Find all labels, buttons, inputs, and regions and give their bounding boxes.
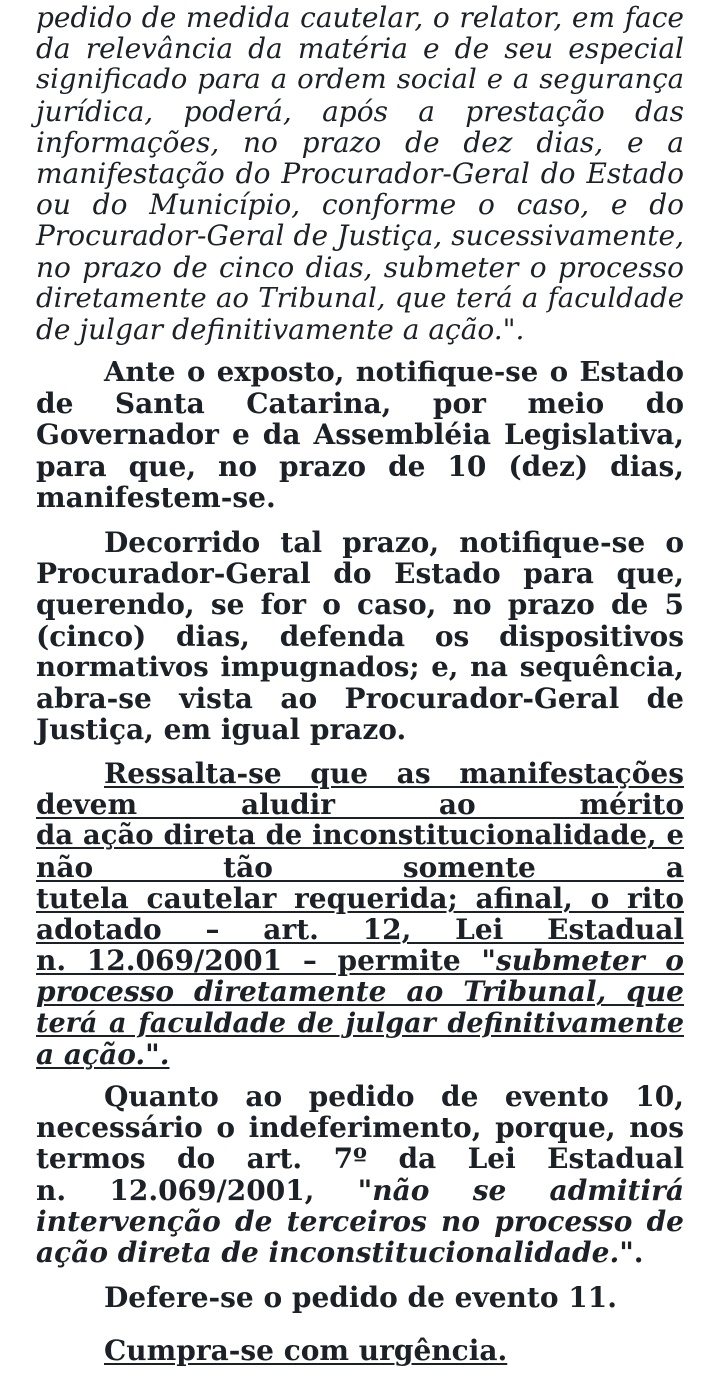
text-line [36, 945, 684, 976]
text-line: da ação direta de inconstitucionalidade, e [36, 819, 684, 852]
text-line: no prazo de cinco dias, submeter o processo [36, 250, 684, 284]
quoted-law-paragraph [36, 2, 684, 345]
text-line: Procurador-Geral de Justiça, sucessivamente, [36, 219, 684, 253]
text-line: processo diretamente ao Tribunal, que [36, 975, 684, 1009]
text-line: normativos impugnados; e, na sequência, [36, 650, 684, 683]
text-line: terá a faculdade de julgar definitivamente [36, 1007, 684, 1039]
text-span: n. 12.069/2001 – permite " [36, 944, 496, 978]
text-line: significado para a ordem social e a segurança [36, 63, 684, 96]
text-line: devem aludir ao mérito [36, 788, 684, 822]
text-line: termos do art. 7º da Lei Estadual [36, 1142, 684, 1176]
text-line: Ressalta-se que as manifestações [104, 757, 684, 790]
urgency-text: Cumpra-se com urgência. [104, 1334, 508, 1367]
text-line: querendo, se for o caso, no prazo de 5 [36, 588, 684, 622]
notify-procurator-paragraph [36, 527, 684, 745]
text-line: (cinco) dias, defenda os dispositivos [36, 619, 684, 653]
urgency-paragraph [36, 1335, 684, 1366]
text-line: de julgar definitivamente a ação.". [36, 312, 525, 346]
denial-paragraph [36, 1081, 684, 1268]
text-line: Ante o exposto, notifique-se o Estado [104, 356, 684, 388]
quote-span: ação direta de inconstitucionalidade. [36, 1235, 620, 1269]
text-line: para que, no prazo de 10 (dez) dias, [36, 449, 684, 483]
text-line: jurídica, poderá, após a prestação das [36, 94, 684, 128]
text-line: manifestação do Procurador-Geral do Estado [36, 156, 684, 190]
text-line: ou do Município, conforme o caso, e do [36, 188, 684, 222]
text-line: necessário o indeferimento, porque, nos [36, 1111, 684, 1145]
text-line: Procurador-Geral do Estado para que, [36, 557, 684, 591]
text-span: ". [619, 1235, 644, 1269]
text-line: manifestem-se. [36, 480, 276, 514]
text-line: Decorrido tal prazo, notifique-se o [104, 526, 684, 559]
text-line: informações, no prazo de dez dias, e a [36, 125, 684, 159]
text-line: intervenção de terceiros no processo de [36, 1204, 684, 1238]
underlined-merit-paragraph [36, 758, 684, 1070]
text-line: adotado – art. 12, Lei Estadual [36, 912, 684, 946]
text-line: da relevância da matéria e de seu especial [36, 32, 684, 66]
text-line: Defere-se o pedido de evento 11. [104, 1281, 617, 1314]
text-line: abra-se vista ao Procurador-Geral de [36, 681, 684, 715]
text-span: n. 12.069/2001, " [36, 1173, 373, 1207]
text-line: a ação.". [36, 1037, 170, 1071]
text-line: de Santa Catarina, por meio do [36, 387, 684, 421]
quote-span: não se admitirá [372, 1173, 684, 1207]
text-line: diretamente ao Tribunal, que terá a faculdade [36, 281, 684, 314]
text-line: tutela cautelar requerida; afinal, o rito [36, 881, 684, 915]
text-line: Governador e da Assembléia Legislativa, [36, 418, 684, 452]
grant-paragraph [36, 1282, 684, 1313]
text-line: Justiça, em igual prazo. [36, 713, 407, 747]
text-line: não tão somente a [36, 850, 684, 884]
text-line: Quanto ao pedido de evento 10, [104, 1080, 684, 1113]
quote-span: submeter o [495, 944, 684, 978]
text-line [36, 1237, 684, 1268]
text-line [36, 1175, 684, 1206]
text-line: pedido de medida cautelar, o relator, em face [36, 1, 684, 34]
notify-state-paragraph [36, 357, 684, 513]
